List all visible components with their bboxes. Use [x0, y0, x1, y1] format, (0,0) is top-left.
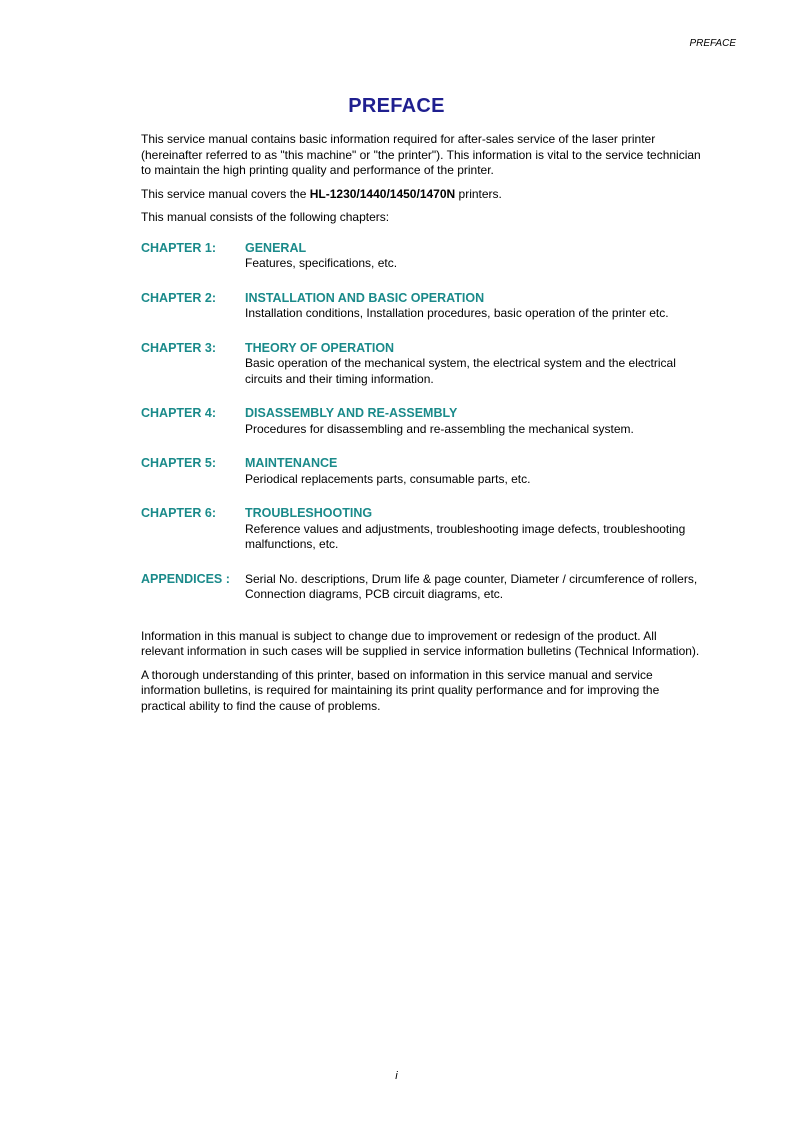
chapter-title: GENERAL	[245, 240, 307, 255]
chapter-title: DISASSEMBLY AND RE-ASSEMBLY	[245, 406, 458, 420]
appendices-label: APPENDICES :	[141, 571, 230, 586]
closing-paragraph-2: A thorough understanding of this printer, based on information in this service manual and service information bulletins, is required for maintaining its print quality performance and for improving the practical ability to find the cause of problems.	[141, 667, 660, 713]
chapter-entry	[141, 456, 701, 487]
intro-paragraph-2	[141, 187, 701, 203]
chapter-title: INSTALLATION AND BASIC OPERATION	[245, 290, 485, 305]
closing-paragraph-1: Information in this manual is subject to change due to improvement or redesign of the product. All relevant information in such cases will be supplied in service information bulletins (Technical Information).	[141, 628, 700, 658]
intro-p2-after: printers.	[455, 186, 502, 201]
chapter-label: CHAPTER 2:	[141, 290, 217, 305]
chapter-title: TROUBLESHOOTING	[245, 506, 373, 520]
chapter-entry	[141, 406, 701, 437]
chapter-description: Installation conditions, Installation procedures, basic operation of the printer etc.	[245, 306, 669, 320]
page-number: i	[395, 1070, 398, 1082]
chapter-label: CHAPTER 6:	[141, 506, 217, 520]
chapter-list	[141, 241, 701, 603]
intro-paragraph-1: This service manual contains basic information required for after-sales service of the laser printer (hereinafter referred to as "this machine" or "the printer"). This information is vital to the service technician to maintain the high printing quality and performance of the printer.	[141, 132, 701, 177]
chapter-label: CHAPTER 1:	[141, 240, 217, 255]
appendices-entry	[141, 572, 701, 603]
running-header: PREFACE	[689, 38, 736, 49]
chapter-description: Reference values and adjustments, troubleshooting image defects, troubleshooting malfunctions, etc.	[245, 521, 686, 551]
chapter-label: CHAPTER 5:	[141, 456, 217, 470]
chapter-entry	[141, 506, 701, 553]
page-title: PREFACE	[348, 95, 445, 117]
intro-p2-before: This service manual covers the	[141, 186, 310, 201]
chapter-entry	[141, 241, 701, 272]
chapter-title: THEORY OF OPERATION	[245, 340, 395, 355]
intro-paragraph-3: This manual consists of the following chapters:	[141, 210, 390, 224]
chapter-description: Procedures for disassembling and re-assembling the mechanical system.	[245, 421, 634, 436]
chapter-description: Features, specifications, etc.	[245, 256, 398, 270]
model-list: HL-1230/1440/1450/1470N	[309, 186, 456, 201]
chapter-entry	[141, 291, 701, 322]
chapter-title: MAINTENANCE	[245, 456, 338, 470]
page-content	[141, 132, 701, 722]
chapter-description: Periodical replacements parts, consumable parts, etc.	[245, 471, 531, 486]
chapter-entry	[141, 341, 701, 388]
chapter-label: CHAPTER 4:	[141, 406, 217, 420]
appendices-description: Serial No. descriptions, Drum life & page counter, Diameter / circumference of rollers, Connection diagrams, PCB circuit diagrams, etc.	[245, 571, 698, 601]
chapter-label: CHAPTER 3:	[141, 340, 217, 355]
chapter-description: Basic operation of the mechanical system, the electrical system and the electrical circuits and their timing information.	[245, 356, 676, 386]
